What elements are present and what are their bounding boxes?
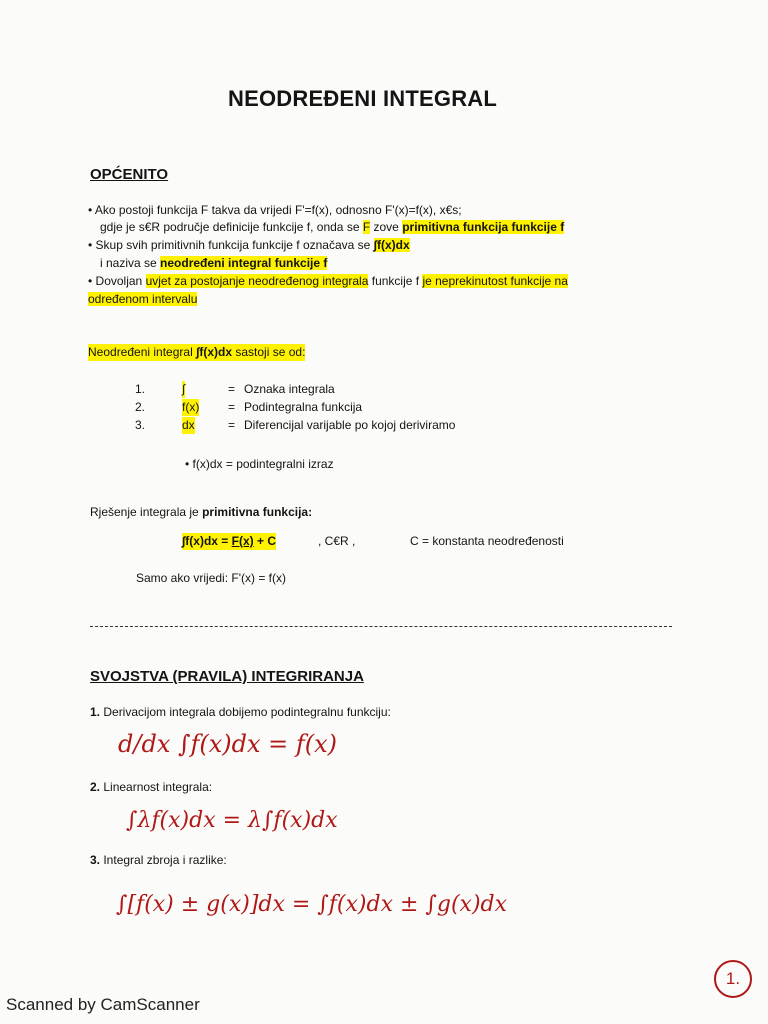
solution-formula: [182, 533, 276, 550]
text: ∫f(x)dx =: [182, 534, 232, 548]
item-number: 3.: [135, 418, 146, 432]
item-equals: =: [228, 382, 236, 396]
scanner-watermark: Scanned by CamScanner: [6, 995, 200, 1014]
text: Rješenje integrala je: [90, 505, 203, 519]
section-heading-rules: SVOJSTVA (PRAVILA) INTEGRIRANJA: [90, 668, 364, 685]
bullet-1-line-1: • Ako postoji funkcija F takva da vrijedi F'=f(x), odnosno F'(x)=f(x), x€s;: [88, 203, 462, 217]
bullet-3-line-1: [88, 273, 568, 290]
text: gdje je s€R područje definicije funkcije f, onda se: [100, 220, 363, 234]
item-number: 1.: [135, 382, 146, 396]
primitive-function-symbol: F(x): [231, 534, 254, 548]
highlight-interval: određenom intervalu: [88, 292, 198, 306]
derivative-condition: F'(x) = f(x): [231, 571, 286, 585]
page-title: NEODREĐENI INTEGRAL: [228, 86, 498, 111]
rule-1-text: [90, 704, 391, 721]
item-symbol: dx: [182, 418, 195, 432]
section-heading-general: OPĆENITO: [90, 166, 169, 183]
handwritten-formula-sum-difference: ∫[f(x) ± g(x)]dx = ∫f(x)dx ± ∫g(x)dx: [116, 892, 508, 917]
integral-notation: ∫f(x)dx: [196, 345, 233, 359]
highlight: F: [362, 220, 371, 234]
item-equals: =: [228, 400, 236, 414]
item-description: Oznaka integrala: [244, 382, 335, 396]
rule-number: 1.: [90, 705, 101, 719]
item-symbol: ∫: [182, 382, 186, 396]
highlight-indefinite-integral: neodređeni integral funkcije f: [160, 256, 328, 270]
text: Samo ako vrijedi:: [136, 571, 232, 585]
handwritten-formula-linearity: ∫λf(x)dx = λ∫f(x)dx: [126, 808, 338, 833]
highlight-condition: uvjet za postojanje neodređenog integrala: [145, 274, 369, 288]
text: + C: [253, 534, 276, 548]
text: Neodređeni integral: [88, 345, 197, 359]
text: Linearnost integrala:: [100, 780, 213, 794]
text: funkcije f: [368, 274, 423, 288]
bullet-2-line-1: [88, 237, 410, 254]
item-equals: =: [228, 418, 236, 432]
bullet-1-line-2: [100, 219, 564, 236]
constant-domain: , C€R ,: [318, 534, 356, 548]
constant-description: C = konstanta neodređenosti: [410, 534, 564, 548]
condition-line: [136, 570, 286, 587]
rule-number: 2.: [90, 780, 101, 794]
primitive-function-label: primitivna funkcija:: [202, 505, 313, 519]
item-description: Diferencijal varijable po kojoj deriviramo: [244, 418, 456, 432]
sub-item-integrand-expression: • f(x)dx = podintegralni izraz: [185, 457, 334, 471]
highlight-integral: ∫f(x)dx: [373, 238, 410, 252]
text: Integral zbroja i razlike:: [100, 853, 227, 867]
item-description: Podintegralna funkcija: [244, 400, 363, 414]
text: Derivacijom integrala dobijemo podintegralnu funkciju:: [100, 705, 391, 719]
text: i naziva se: [100, 256, 161, 270]
rule-number: 3.: [90, 853, 101, 867]
highlight-continuity: je neprekinutost funkcije na: [422, 274, 568, 288]
solution-line: [90, 504, 312, 521]
components-intro: [88, 344, 305, 361]
rule-3-text: [90, 852, 227, 869]
text: zove: [370, 220, 403, 234]
rule-2-text: [90, 779, 212, 796]
text: sastoji se od:: [232, 345, 306, 359]
highlight-primitive-function: primitivna funkcija funkcije f: [402, 220, 565, 234]
bullet-3-line-2: [88, 291, 197, 308]
text: • Dovoljan: [88, 274, 146, 288]
item-symbol: f(x): [182, 400, 200, 414]
item-number: 2.: [135, 400, 146, 414]
page-number: 1.: [714, 960, 752, 998]
handwritten-formula-derivative: d/dx ∫f(x)dx = f(x): [118, 730, 338, 758]
text: • Skup svih primitivnih funkcija funkcije f označava se: [88, 238, 374, 252]
bullet-2-line-2: [100, 255, 327, 272]
section-divider: [90, 626, 672, 627]
